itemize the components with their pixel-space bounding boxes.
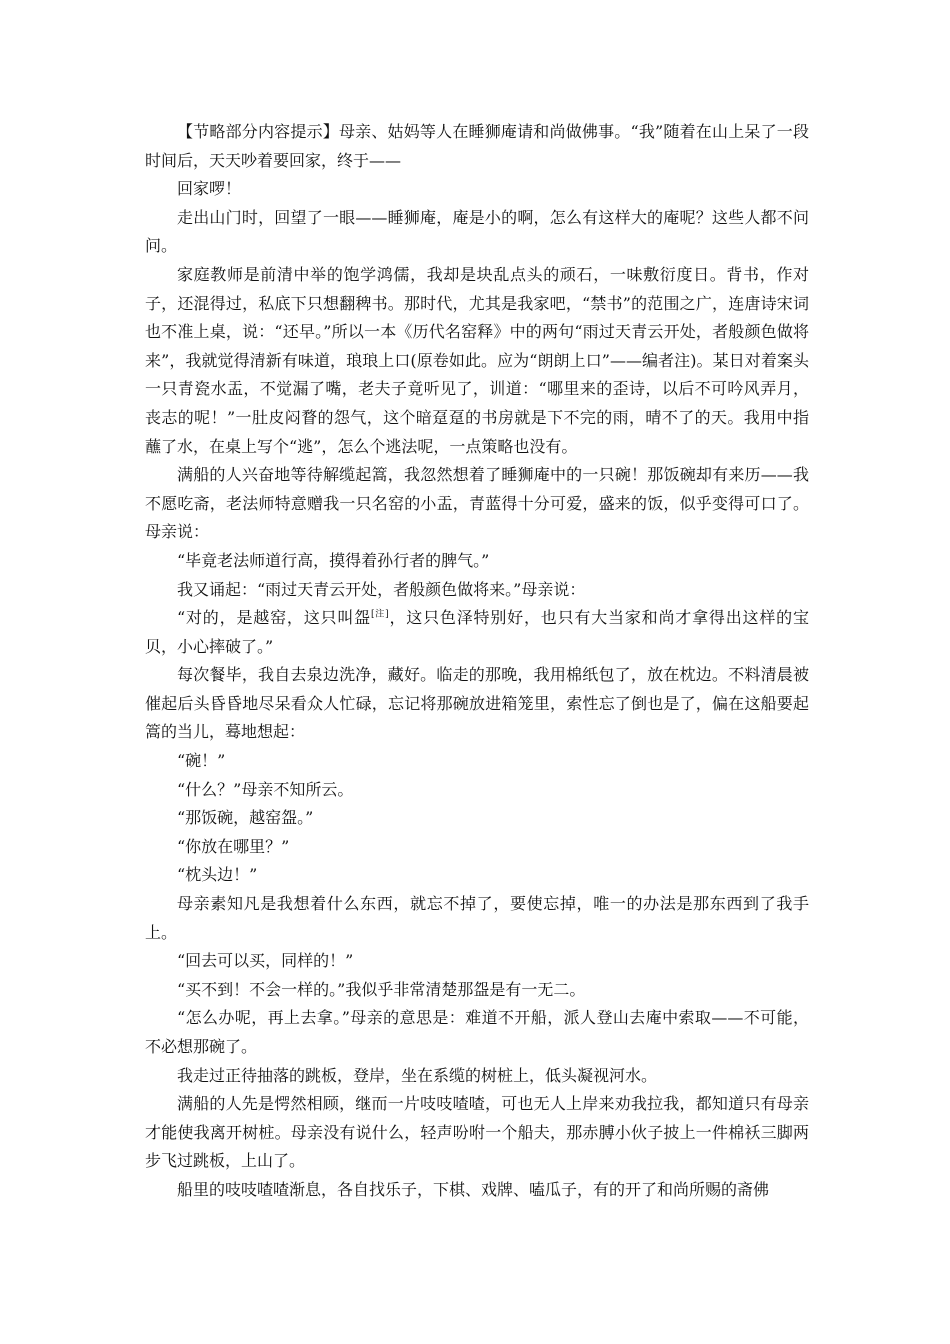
paragraph: “碗！” — [177, 751, 226, 771]
paragraph: “枕头边！” — [177, 865, 258, 885]
paragraph: “买不到！不会一样的。”我似乎非常清楚那盌是有一无二。 — [177, 979, 586, 999]
paragraph: 走出山门时，回望了一眼——睡狮庵，庵是小的啊，怎么有这样大的庵呢？这些人都不问问。 — [145, 207, 809, 256]
paragraph: 满船的人先是愕然相顾，继而一片吱吱喳喳，可也无人上岸来劝我拉我，都知道只有母亲才能使我离开树桩。母亲没有说什么，轻声吩咐一个船夫，那赤膊小伙子披上一件棉袄三脚两步飞过跳板，上山了。 — [145, 1094, 809, 1171]
paragraph: “怎么办呢，再上去拿。”母亲的意思是：难道不开船，派人登山去庵中索取——不可能，不必想那碗了。 — [145, 1008, 809, 1056]
paragraph: 家庭教师是前清中举的饱学鸿儒，我却是块乱点头的顽石，一味敷衍度日。背书，作对子，还混得过，私底下只想翻稗书。那时代，尤其是我家吧，“禁书”的范围之广，连唐诗宋词也不准上桌，说：“还早。”所以一本《历代名窑释》中的两句“雨过天青云开处，者般颜色做将来”，我就觉得清新有味道，琅琅上口(原卷如此。应为“朗朗上口”——编者注)。某日对着案头一只青瓷水盂，不觉漏了嘴，老夫子竟听见了，训道：“哪里来的歪诗，以后不可吟风弄月，丧志的呢！”一肚皮闷瞀的怨气，这个暗趸趸的书房就是下不完的雨，晴不了的天。我用中指蘸了水，在桌上写个“逃”，怎么个逃法呢，一点策略也没有。 — [145, 264, 809, 456]
paragraph: “什么？”母亲不知所云。 — [177, 779, 354, 799]
footnote-mark: [注] — [370, 609, 389, 620]
paragraph: “毕竟老法师道行高，摸得着孙行者的脾气。” — [177, 550, 490, 570]
paragraph: “回去可以买，同样的！” — [177, 951, 354, 971]
paragraph: 船里的吱吱喳喳渐息，各自找乐子，下棋、戏牌、嗑瓜子，有的开了和尚所赐的斋佛 — [177, 1179, 770, 1199]
paragraph: “你放在哪里？” — [177, 836, 290, 856]
paragraph: 满船的人兴奋地等待解缆起篙，我忽然想着了睡狮庵中的一只碗！那饭碗却有来历——我不愿吃斋，老法师特意赠我一只名窑的小盂，青蓝得十分可爱，盛来的饭，似乎变得可口了。母亲说： — [145, 465, 809, 542]
paragraph: 每次餐毕，我自去泉边洗净，藏好。临走的那晚，我用棉纸包了，放在枕边。不料清晨被催起后头昏昏地尽呆看众人忙碌，忘记将那碗放进箱笼里，索性忘了倒也是了，偏在这船要起篙的当儿，蓦地想起： — [145, 665, 809, 742]
paragraph: “那饭碗，越窑盌。” — [177, 808, 314, 828]
article-body — [145, 118, 809, 1205]
note-paragraph-before: “对的，是越窑，这只叫盌 — [177, 608, 371, 628]
paragraph: 我又诵起：“雨过天青云开处，者般颜色做将来。”母亲说： — [177, 579, 586, 599]
paragraph: 母亲素知凡是我想着什么东西，就忘不掉了，要使忘掉，唯一的办法是那东西到了我手上。 — [145, 894, 809, 942]
paragraph: 我走过正待抽落的跳板，登岸，坐在系缆的树桩上，低头凝视河水。 — [177, 1065, 658, 1085]
paragraph-with-note — [145, 604, 809, 661]
paragraph: 回家啰！ — [177, 179, 242, 199]
note-paragraph-after: ，这只色泽特别好，也只有大当家和尚才拿得出这样的宝贝，小心摔破了。” — [145, 608, 809, 656]
paragraph: 【节略部分内容提示】母亲、姑妈等人在睡狮庵请和尚做佛事。“我”随着在山上呆了一段时间后，天天吵着要回家，终于—— — [145, 122, 809, 170]
